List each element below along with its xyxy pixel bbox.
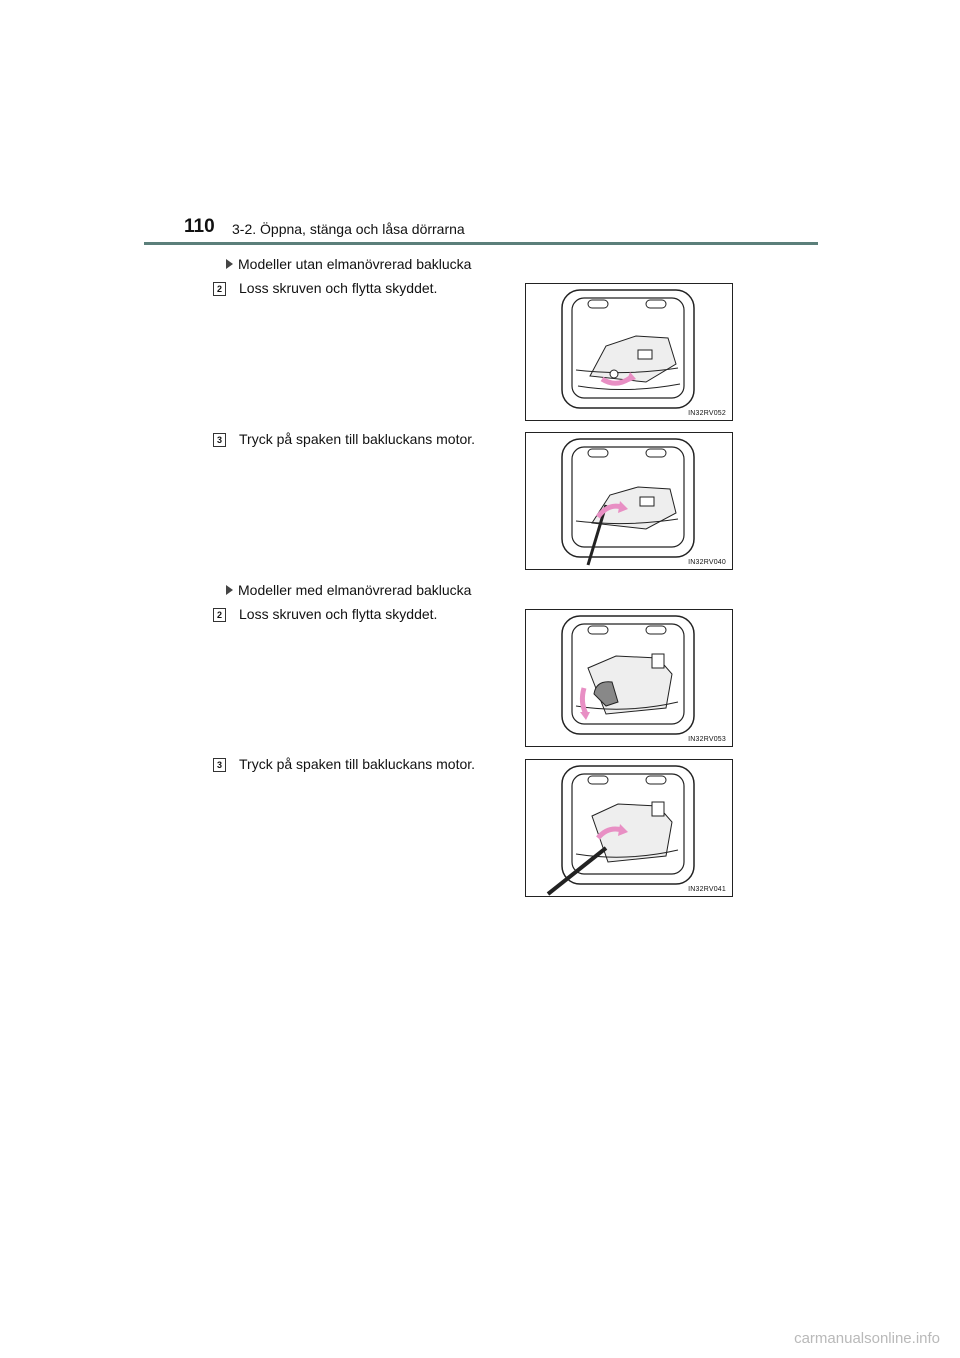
- triangle-bullet-icon: [226, 259, 233, 269]
- figure-illustration: [525, 759, 733, 897]
- tailgate-cover-illustration: [526, 284, 732, 420]
- step-text: Tryck på spaken till bakluckans motor.: [239, 431, 476, 447]
- step-number-box: 3: [213, 433, 226, 447]
- step-number-box: 3: [213, 758, 226, 772]
- step-text: Tryck på spaken till bakluckans motor.: [239, 756, 476, 772]
- model-heading-text: Modeller med elmanövrerad baklucka: [238, 582, 472, 598]
- page-number: 110: [184, 216, 215, 237]
- step-text: Loss skruven och flytta skyddet.: [239, 606, 438, 622]
- figure-code: IN32RV052: [688, 410, 726, 417]
- tailgate-cover-illustration: [526, 610, 732, 746]
- model-heading: [226, 582, 471, 598]
- header-rule: [144, 242, 818, 245]
- step-text: Loss skruven och flytta skyddet.: [239, 280, 438, 296]
- tailgate-motor-lever-illustration: [526, 433, 732, 569]
- figure-code: IN32RV053: [688, 736, 726, 743]
- section-title: 3-2. Öppna, stänga och låsa dörrarna: [232, 221, 465, 237]
- step-number-box: 2: [213, 608, 226, 622]
- step-number-box: 2: [213, 282, 226, 296]
- figure-code: IN32RV041: [688, 886, 726, 893]
- triangle-bullet-icon: [226, 585, 233, 595]
- watermark-logo[interactable]: carmanualsonline.info: [794, 1330, 940, 1347]
- model-heading: [226, 256, 471, 272]
- figure-illustration: [525, 432, 733, 570]
- figure-code: IN32RV040: [688, 559, 726, 566]
- tailgate-motor-lever-illustration: [526, 760, 732, 896]
- figure-illustration: [525, 283, 733, 421]
- figure-illustration: [525, 609, 733, 747]
- model-heading-text: Modeller utan elmanövrerad baklucka: [238, 256, 472, 272]
